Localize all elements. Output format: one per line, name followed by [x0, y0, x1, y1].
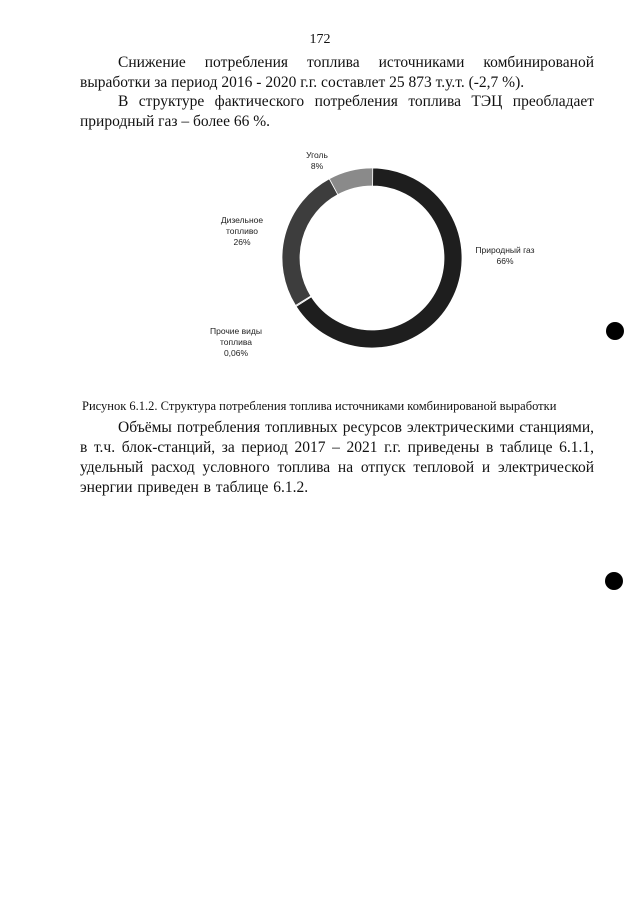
slice-value-label: 66%: [496, 256, 514, 266]
slice-value-label: 26%: [233, 237, 251, 247]
paragraph-fuel-volumes: Объёмы потребления топливных ресурсов электрическими станциями, в т.ч. блок-станций, за период 2017 – 2021 г.г. приведены в таблице 6.1.1, удельный расход условного топлива на отпуск тепловой и электрической энергии приведен в таблице 6.1.2.: [80, 419, 594, 496]
paragraph-fuel-decrease: Снижение потребления топлива источниками комбинированой выработки за период 2016 - 2020 г.г. составлет 25 873 т.у.т. (-2,7 %).: [80, 54, 594, 91]
figure-caption: Рисунок 6.1.2. Структура потребления топлива источниками комбинированой выработки: [82, 399, 557, 413]
slice-category-label: топливо: [226, 226, 258, 236]
slice-category-label: топлива: [220, 337, 252, 347]
slice-value-label: 8%: [310, 161, 324, 171]
slice-category-label: Дизельное: [220, 215, 264, 225]
fuel-structure-donut-chart: [150, 140, 570, 380]
slice-category-label: Природный газ: [475, 245, 535, 255]
slice-value-label: 0,06%: [223, 348, 249, 358]
donut-slice: [282, 179, 338, 306]
page-number: 172: [309, 32, 331, 47]
slice-category-label: Прочие виды: [210, 326, 262, 336]
donut-slice: [329, 168, 372, 195]
paragraph-gas-dominance: В структуре фактического потребления топлива ТЭЦ преобладает природный газ – более 66 %.: [80, 93, 594, 130]
punch-hole-mark: [605, 572, 623, 590]
slice-category-label: Уголь: [306, 150, 328, 160]
punch-hole-mark: [606, 322, 624, 340]
